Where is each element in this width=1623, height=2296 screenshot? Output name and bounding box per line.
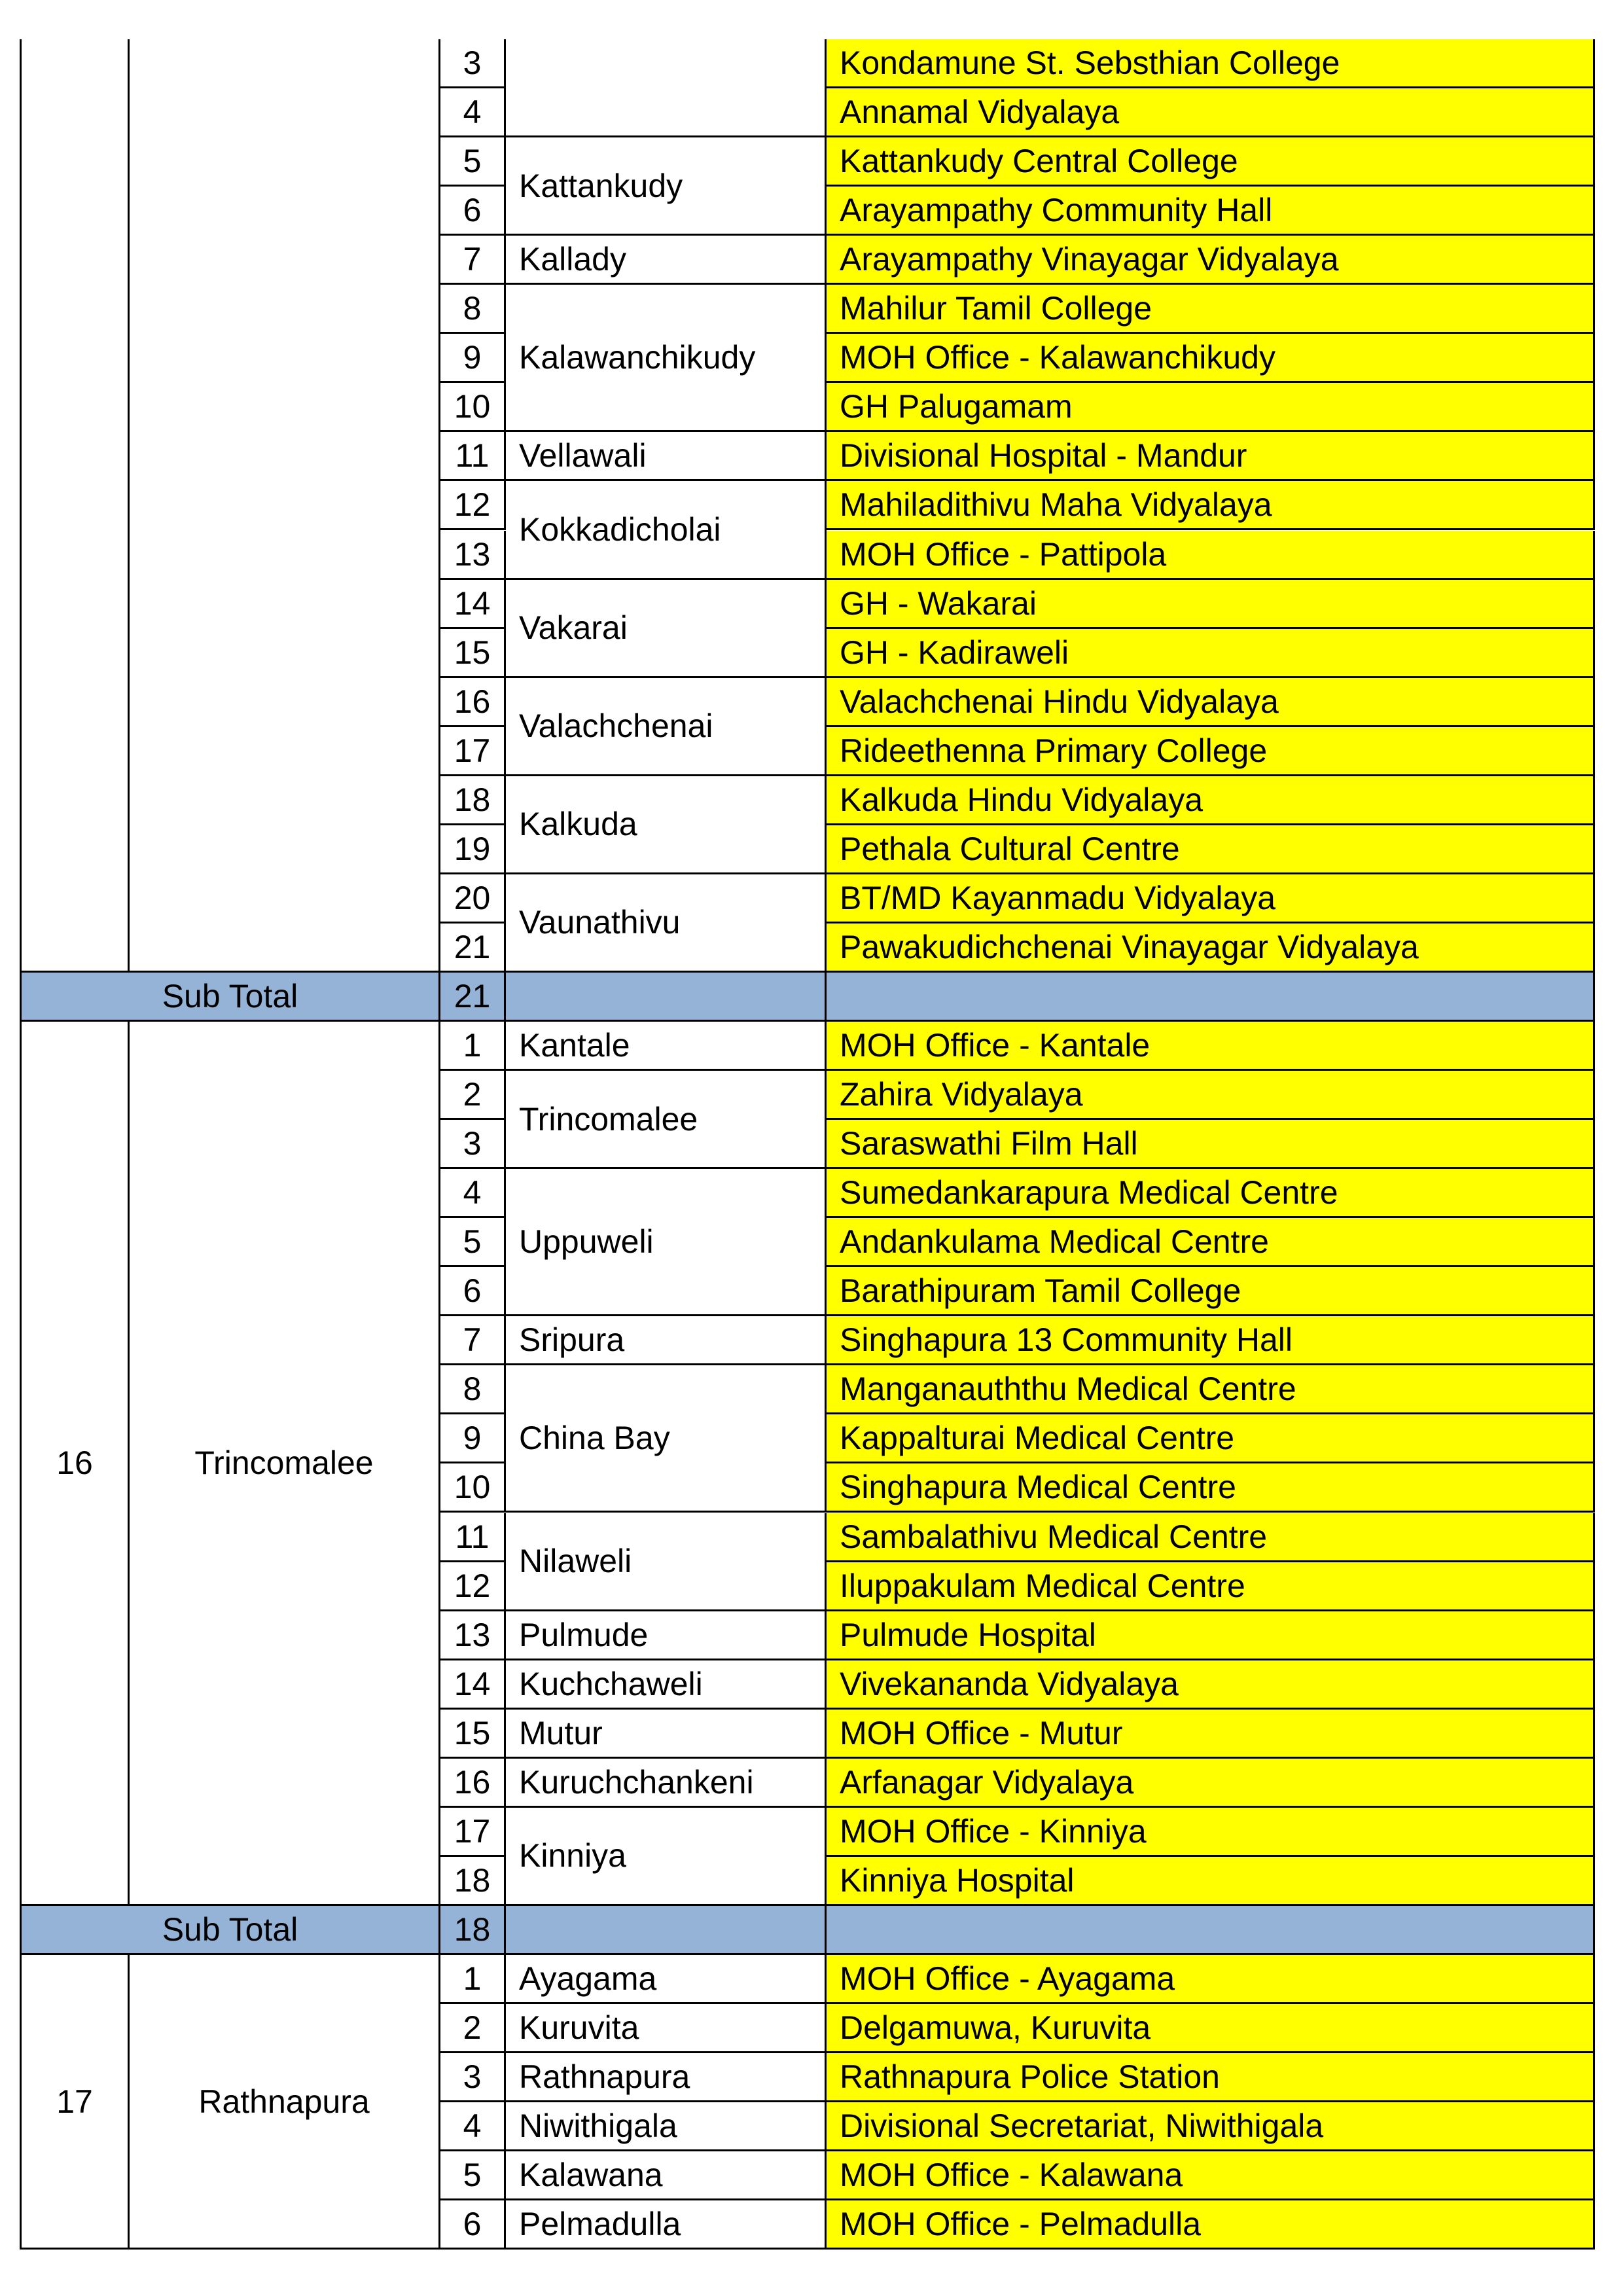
venue-cell: Rathnapura Police Station: [827, 2053, 1595, 2102]
row-number-cell: 13: [440, 531, 506, 580]
venue-cell: MOH Office - Kinniya: [827, 1808, 1595, 1857]
venue-cell: MOH Office - Mutur: [827, 1710, 1595, 1759]
row-number-cell: 7: [440, 236, 506, 285]
venue-cell: Andankulama Medical Centre: [827, 1218, 1595, 1267]
subtotal-empty-cell: [827, 1906, 1595, 1955]
venue-cell: Kalkuda Hindu Vidyalaya: [827, 776, 1595, 825]
moh-area-cell: Uppuweli: [506, 1169, 827, 1316]
row-number-cell: 14: [440, 1660, 506, 1710]
row-number-cell: 5: [440, 137, 506, 187]
district-name-cell: [130, 39, 440, 973]
subtotal-label: Sub Total: [20, 1906, 440, 1955]
row-number-cell: 17: [440, 1808, 506, 1857]
row-number-cell: 11: [440, 432, 506, 481]
venue-cell: Valachchenai Hindu Vidyalaya: [827, 678, 1595, 727]
venue-cell: Rideethenna Primary College: [827, 727, 1595, 776]
row-number-cell: 2: [440, 1071, 506, 1120]
row-number-cell: 4: [440, 2102, 506, 2151]
row-number-cell: 12: [440, 481, 506, 530]
venue-cell: Mahilur Tamil College: [827, 285, 1595, 334]
venue-cell: GH Palugamam: [827, 383, 1595, 432]
district-name-cell: Trincomalee: [130, 1022, 440, 1906]
row-number-cell: 3: [440, 1120, 506, 1169]
row-number-cell: 18: [440, 1857, 506, 1906]
venue-cell: Singhapura Medical Centre: [827, 1463, 1595, 1513]
subtotal-empty-cell: [827, 973, 1595, 1022]
row-number-cell: 8: [440, 285, 506, 334]
moh-area-cell: Kantale: [506, 1022, 827, 1071]
row-number-cell: 16: [440, 1759, 506, 1808]
moh-area-cell: Kallady: [506, 236, 827, 285]
moh-area-cell: Rathnapura: [506, 2053, 827, 2102]
row-number-cell: 4: [440, 1169, 506, 1218]
row-number-cell: 3: [440, 2053, 506, 2102]
moh-area-cell: Vaunathivu: [506, 874, 827, 973]
row-number-cell: 4: [440, 88, 506, 137]
row-number-cell: 20: [440, 874, 506, 924]
subtotal-empty-cell: [506, 1906, 827, 1955]
row-number-cell: 18: [440, 776, 506, 825]
moh-area-cell: Nilaweli: [506, 1513, 827, 1611]
row-number-cell: 1: [440, 1955, 506, 2004]
moh-area-cell: Mutur: [506, 1710, 827, 1759]
row-number-cell: 3: [440, 39, 506, 88]
row-number-cell: 7: [440, 1316, 506, 1365]
venue-cell: Pawakudichchenai Vinayagar Vidyalaya: [827, 924, 1595, 973]
row-number-cell: 6: [440, 1267, 506, 1316]
moh-area-cell: Kokkadicholai: [506, 481, 827, 579]
row-number-cell: 6: [440, 2200, 506, 2250]
row-number-cell: 17: [440, 727, 506, 776]
venue-cell: MOH Office - Kantale: [827, 1022, 1595, 1071]
moh-area-cell: Pelmadulla: [506, 2200, 827, 2250]
venue-cell: MOH Office - Ayagama: [827, 1955, 1595, 2004]
moh-area-cell: China Bay: [506, 1365, 827, 1513]
venue-cell: Zahira Vidyalaya: [827, 1071, 1595, 1120]
district-number-cell: 16: [20, 1022, 130, 1906]
moh-area-cell: Kalawana: [506, 2151, 827, 2200]
venue-cell: Barathipuram Tamil College: [827, 1267, 1595, 1316]
row-number-cell: 9: [440, 1414, 506, 1463]
moh-area-cell: Vakarai: [506, 580, 827, 678]
venue-cell: Arayampathy Community Hall: [827, 187, 1595, 236]
venue-cell: Singhapura 13 Community Hall: [827, 1316, 1595, 1365]
venue-cell: MOH Office - Pattipola: [827, 531, 1595, 580]
row-number-cell: 15: [440, 1710, 506, 1759]
row-number-cell: 2: [440, 2004, 506, 2053]
moh-area-cell: Kalawanchikudy: [506, 285, 827, 432]
venue-cell: Kappalturai Medical Centre: [827, 1414, 1595, 1463]
moh-area-cell: Niwithigala: [506, 2102, 827, 2151]
moh-area-cell: Pulmude: [506, 1611, 827, 1660]
row-number-cell: 21: [440, 924, 506, 973]
venue-cell: Delgamuwa, Kuruvita: [827, 2004, 1595, 2053]
row-number-cell: 14: [440, 580, 506, 629]
moh-area-cell: Kalkuda: [506, 776, 827, 874]
row-number-cell: 10: [440, 383, 506, 432]
moh-area-cell: Kuruchchankeni: [506, 1759, 827, 1808]
venue-cell: Sumedankarapura Medical Centre: [827, 1169, 1595, 1218]
venue-cell: MOH Office - Pelmadulla: [827, 2200, 1595, 2250]
venue-cell: Divisional Secretariat, Niwithigala: [827, 2102, 1595, 2151]
moh-area-cell: Vellawali: [506, 432, 827, 481]
moh-area-cell: Trincomalee: [506, 1071, 827, 1169]
venue-cell: Pethala Cultural Centre: [827, 825, 1595, 874]
row-number-cell: 11: [440, 1513, 506, 1562]
row-number-cell: 10: [440, 1463, 506, 1513]
subtotal-count: 21: [440, 973, 506, 1022]
venue-cell: Manganauththu Medical Centre: [827, 1365, 1595, 1414]
moh-area-cell: Kuruvita: [506, 2004, 827, 2053]
venue-cell: Arfanagar Vidyalaya: [827, 1759, 1595, 1808]
venue-cell: Iluppakulam Medical Centre: [827, 1562, 1595, 1611]
venue-cell: Kattankudy Central College: [827, 137, 1595, 187]
venue-cell: Saraswathi Film Hall: [827, 1120, 1595, 1169]
moh-area-cell: Kattankudy: [506, 137, 827, 236]
moh-area-cell: Valachchenai: [506, 678, 827, 776]
venue-cell: MOH Office - Kalawanchikudy: [827, 334, 1595, 383]
venue-cell: Sambalathivu Medical Centre: [827, 1513, 1595, 1562]
venue-cell: BT/MD Kayanmadu Vidyalaya: [827, 874, 1595, 924]
moh-area-cell: Kuchchaweli: [506, 1660, 827, 1710]
district-number-cell: 17: [20, 1955, 130, 2250]
row-number-cell: 16: [440, 678, 506, 727]
row-number-cell: 13: [440, 1611, 506, 1660]
row-number-cell: 6: [440, 187, 506, 236]
moh-area-cell: Kinniya: [506, 1808, 827, 1906]
row-number-cell: 5: [440, 1218, 506, 1267]
venue-cell: MOH Office - Kalawana: [827, 2151, 1595, 2200]
moh-area-cell: [506, 39, 827, 137]
moh-area-cell: Sripura: [506, 1316, 827, 1365]
subtotal-label: Sub Total: [20, 973, 440, 1022]
row-number-cell: 15: [440, 629, 506, 678]
district-name-cell: Rathnapura: [130, 1955, 440, 2250]
venue-cell: Divisional Hospital - Mandur: [827, 432, 1595, 481]
row-number-cell: 19: [440, 825, 506, 874]
row-number-cell: 12: [440, 1562, 506, 1611]
subtotal-count: 18: [440, 1906, 506, 1955]
venue-cell: Arayampathy Vinayagar Vidyalaya: [827, 236, 1595, 285]
subtotal-empty-cell: [506, 973, 827, 1022]
venue-cell: GH - Wakarai: [827, 580, 1595, 629]
row-number-cell: 9: [440, 334, 506, 383]
row-number-cell: 1: [440, 1022, 506, 1071]
venue-cell: Pulmude Hospital: [827, 1611, 1595, 1660]
row-number-cell: 5: [440, 2151, 506, 2200]
moh-area-cell: Ayagama: [506, 1955, 827, 2004]
district-number-cell: [20, 39, 130, 973]
venue-cell: Mahiladithivu Maha Vidyalaya: [827, 481, 1595, 530]
venue-cell: Kinniya Hospital: [827, 1857, 1595, 1906]
venue-cell: GH - Kadiraweli: [827, 629, 1595, 678]
venue-cell: Annamal Vidyalaya: [827, 88, 1595, 137]
row-number-cell: 8: [440, 1365, 506, 1414]
venue-cell: Kondamune St. Sebsthian College: [827, 39, 1595, 88]
venue-cell: Vivekananda Vidyalaya: [827, 1660, 1595, 1710]
